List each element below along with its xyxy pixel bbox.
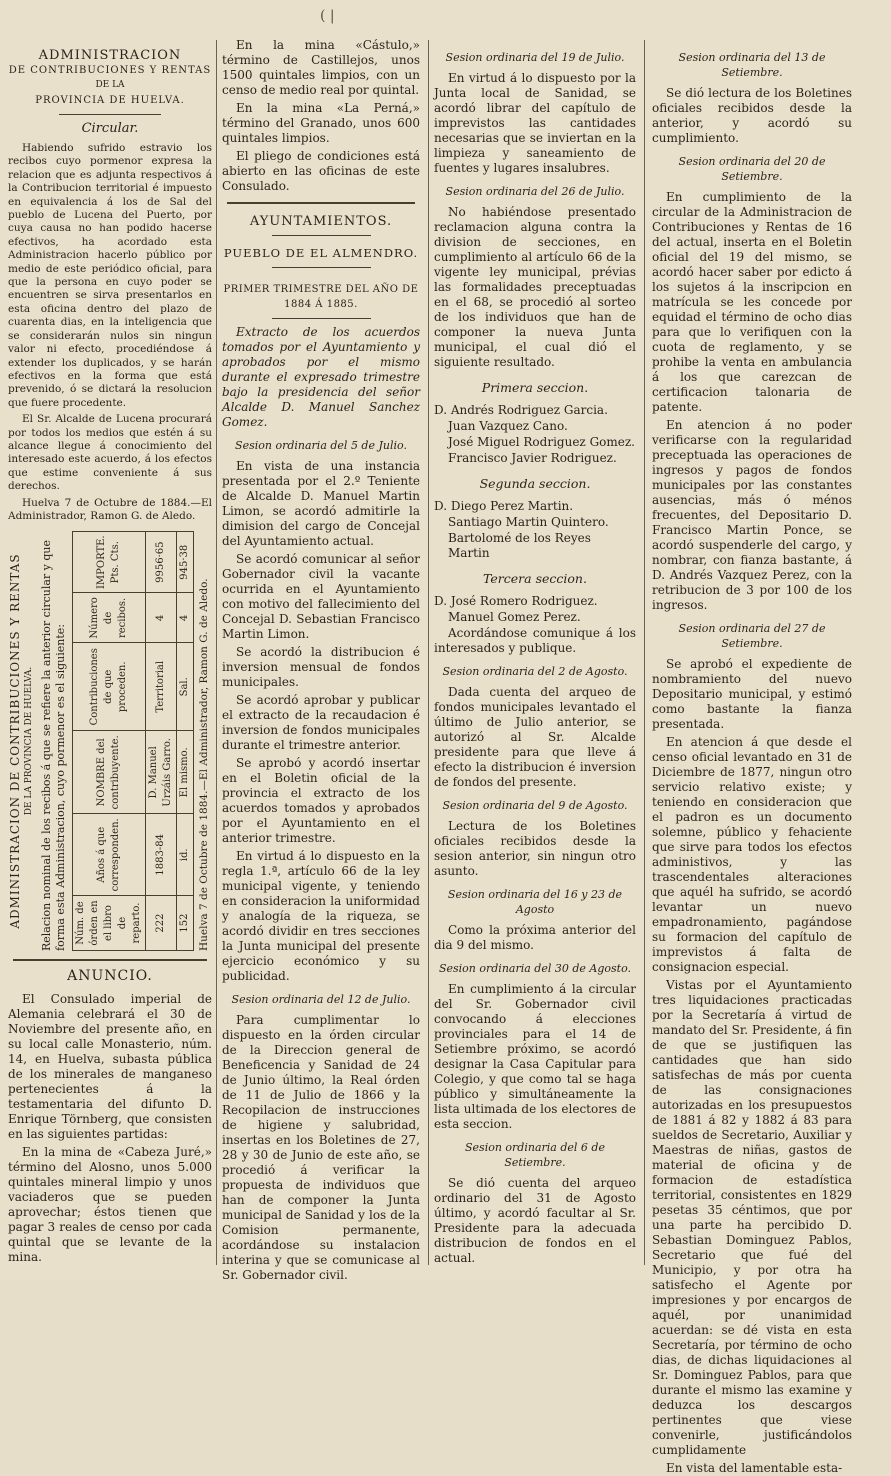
column-4	[652, 38, 852, 1475]
names-list	[434, 594, 636, 625]
paragraph: Para cumplimentar lo dispuesto en la órden circular de la Direccion general de Beneficencia y Sanidad de 24 de Junio último, la Real órden de 11 de Julio de 1866 y la Recopilacion de instrucciones de higiene y salubridad, insertas en los Boletines de 27, 28 y 30 de Junio de este año, se procedió á verificar la propuesta de individuos que han de componer la Junta municipal de Sanidad y los de la Comision permanente, acordándose su instalacion interina y que se comunicase al Sr. Gobernador civil.	[222, 1013, 420, 1282]
sesion-heading: Sesion ordinaria del 26 de Julio.	[445, 185, 625, 198]
table-cell: id.	[177, 814, 194, 896]
column-3	[434, 38, 636, 1273]
paragraph: Se aprobó y acordó insertar en el Boletin oficial de la provincia el extracto de los acuerdos tomados y aprobados por el Ayuntamiento en el anterior trimestre.	[222, 756, 420, 845]
sesion-heading: Sesion ordinaria del 16 y 23 de Agosto	[447, 888, 623, 916]
list-item: D. Diego Perez Martin.	[434, 499, 574, 513]
list-item: Juan Vazquez Cano.	[448, 419, 568, 433]
list-item: Francisco Javier Rodriguez.	[448, 451, 617, 465]
mine-perna: En la mina «La Perná,» término del Granado, unos 600 quintales limpios.	[222, 101, 420, 145]
circular-body-2: El Sr. Alcalde de Lucena procurará por todos los medios que estén á su alcance llegue á conocimiento del interesado este acuerdo, á los efectos que estime conveniente á sus derechos.	[8, 413, 212, 493]
table-intro: Relacion nominal de los recibos á que se refiere la anterior circular y que forma esta Administracion, cuyo pormenor es el siguiente:	[40, 540, 67, 952]
anuncio-body-2: En la mina de «Cabeza Juré,» término del Alosno, unos 5.000 quintales mineral limpio y unos vaciaderos que se pueden aprovechar; éstos tienen que pagar 3 reales de censo por cada quintal que se levante de la mina.	[8, 1145, 212, 1265]
list-item: D. Andrés Rodriguez Garcia.	[434, 403, 608, 417]
paragraph: Se dió cuenta del arqueo ordinario del 31 de Agosto último, y acordó facultar al Sr. Presidente para la adecuada distribucion de fondos en el actual.	[434, 1176, 636, 1265]
admin-subtitle: DE CONTRIBUCIONES Y RENTAS	[8, 65, 212, 76]
sesion-heading: Sesion ordinaria del 9 de Agosto.	[442, 799, 628, 812]
sesion-heading: Sesion ordinaria del 30 de Agosto.	[438, 962, 632, 975]
mine-castulo: En la mina «Cástulo,» término de Castillejos, unos 1500 quintales limpios, con un censo de medio real por quintal.	[222, 38, 420, 97]
table-header: Núm. de órden en el libro de reparto.	[73, 896, 146, 951]
extracto: Extracto de los acuerdos tomados por el Ayuntamiento y aprobados por el mismo durante el expresado trimestre bajo la presidencia del señor Alcalde D. Manuel Sanchez Gomez.	[222, 325, 420, 429]
circular-title: Circular.	[81, 121, 139, 136]
paragraph: Como la próxima anterior del dia 9 del mismo.	[434, 923, 636, 952]
table-cell: 4	[146, 593, 177, 643]
sesion-heading: Sesion ordinaria del 6 de Setiembre.	[465, 1141, 605, 1169]
column-divider	[428, 40, 429, 1265]
table-row	[146, 532, 177, 951]
table-row	[177, 532, 194, 951]
pliego: El pliego de condiciones está abierto en las oficinas de este Consulado.	[222, 149, 420, 193]
section-title: Tercera seccion.	[483, 571, 587, 586]
table-cell: 222	[146, 896, 177, 951]
anuncio-body: El Consulado imperial de Alemania celebrará el 30 de Noviembre del presente año, en su local calle Monasterio, núm. 14, en Huelva, subasta pública de los minerales de manganeso pertenecientes á la testamentaria del difunto D. Enrique Törnberg, que consisten en las siguientes partidas:	[8, 992, 212, 1142]
paragraph: En vista del lamentable esta-	[666, 1461, 843, 1475]
paragraph: Se acordó aprobar y publicar el extracto de la recaudacion é inversion de fondos municipales durante el trimestre anterior.	[222, 693, 420, 752]
table-header: Contribuciones de que proceden.	[73, 643, 146, 731]
section-title: Primera seccion.	[481, 380, 589, 395]
table-title: ADMINISTRACION DE CONTRIBUCIONES Y RENTAS	[8, 553, 22, 930]
paragraph: Lectura de los Boletines oficiales recibidos desde la sesion anterior, sin ningun otro asunto.	[434, 819, 636, 878]
table-cell: 945·38	[177, 532, 194, 593]
table-cell: 4	[177, 593, 194, 643]
paragraph: No habiéndose presentado reclamacion alguna contra la division de secciones, en cumplimiento al artículo 66 de la vigente ley municipal, prévias las formalidades preceptuadas en el 68, se procedió al sorteo de los individuos que han de componer la nueva Junta municipal, el cual dió el siguiente resultado.	[434, 205, 636, 369]
table-cell: 9956·65	[146, 532, 177, 593]
list-item: José Miguel Rodriguez Gomez.	[448, 435, 635, 449]
paragraph: En atencion á no poder verificarse con la regularidad preceptuada las operaciones de ingresos y pagos de fondos municipales por las constantes ausencias, más ó ménos frecuentes, del Depositario D. Francisco Martin Ponce, se acordó suspenderle del cargo, y nombrar, con fianza bastante, á D. Andrés Vazquez Perez, con la retribucion de 3 por 100 de los ingresos.	[652, 418, 852, 612]
names-list	[434, 403, 636, 466]
page-mark: ( |	[320, 8, 335, 24]
admin-title: ADMINISTRACION	[38, 48, 182, 63]
table-header: NOMBRE del contribuyente.	[73, 731, 146, 814]
paragraph: En cumplimiento á la circular del Sr. Gobernador civil convocando á elecciones provinciales para el 14 de Setiembre próximo, se acordó designar la Casa Capitular para Colegio, y que como tal se haga público y simultáneamente la lista ultimada de los electores de esta seccion.	[434, 982, 636, 1131]
paragraph: Se acordó comunicar al señor Gobernador civil la vacante ocurrida en el Ayuntamiento con motivo del fallecimiento del Concejal D. Sebastian Francisco Martin Limon.	[222, 552, 420, 641]
column-2	[222, 38, 420, 1282]
column-divider	[216, 40, 217, 1265]
circular-signature: Huelva 7 de Octubre de 1884.—El Administrador, Ramon G. de Aledo.	[8, 496, 212, 522]
paragraph: En virtud á lo dispuesto en la regla 1.ª, artículo 66 de la ley municipal vigente, y teniendo en consideracion la uniformidad y analogía de la riqueza, se acordó dividir en tres secciones la Junta municipal del presente ejercicio económico y su publicidad.	[222, 849, 420, 983]
sesion-heading: Sesion ordinaria del 13 de Setiembre.	[678, 51, 826, 79]
table-cell: El mismo.	[177, 731, 194, 814]
list-item: D. José Romero Rodriguez.	[434, 594, 598, 608]
admin-de-la: DE LA	[95, 80, 125, 90]
table-cell: Sal.	[177, 643, 194, 731]
rotated-table	[8, 531, 212, 951]
table-cell: Territorial	[146, 643, 177, 731]
sesion-heading: Sesion ordinaria del 5 de Julio.	[235, 439, 407, 452]
paragraph: Acordándose comunique á los interesados y publique.	[434, 626, 636, 655]
paragraph: Dada cuenta del arqueo de fondos municipales levantado el último de Julio anterior, se autorizó al Sr. Alcalde presidente para que lleve á efecto la distribucion é inversion de fondos del presente.	[434, 685, 636, 789]
paragraph: Vistas por el Ayuntamiento tres liquidaciones practicadas por la Secretaría á virtud de mandato del Sr. Presidente, á fin de que se justifiquen las cantidades que han sido satisfechas de más por cuenta de las consignaciones autorizadas en los presupuestos de 1881 á 82 y 1882 á 83 para sueldos de Secretario, Auxiliar y Maestras de niñas, gastos de material de oficina y de formacion de estadística territorial, consistentes en 1829 pesetas 35 céntimos, que por una parte ha percibido D. Sebastian Dominguez Pablos, Secretario que fué del Municipio, y por otra ha satisfecho el Agente por impresiones y por encargos de aquél, por unanimidad acuerdan: se dé vista en esta Secretaría, por término de ocho dias, de dichas liquidaciones al Sr. Dominguez Pablos, para que durante el mismo las examine y deduzca los descargos pertinentes que viese convenirle, justificándolos cumplidamente	[652, 978, 852, 1457]
sesion-heading: Sesion ordinaria del 2 de Agosto.	[442, 665, 628, 678]
list-item: Manuel Gomez Perez.	[448, 610, 581, 624]
pueblo-heading: PUEBLO DE EL ALMENDRO.	[223, 246, 419, 260]
paragraph: En atencion á que desde el censo oficial levantado en 31 de Diciembre de 1877, ningun otro servicio relativo existe; y teniendo en consideracion que el padron es un documento solemne, público y fehaciente que sirve para todos los efectos administivos, y las trascendentales alteraciones que aquél ha sufrido, se acordó levantar un nuevo empadronamiento, pagándose su formacion del capítulo de imprevistos á falta de consignacion especial.	[652, 735, 852, 974]
list-item: Santiago Martin Quintero.	[448, 515, 609, 529]
sesion-heading: Sesion ordinaria del 12 de Julio.	[231, 993, 411, 1006]
table-subtitle: DE LA PROVINCIA DE HUELVA.	[24, 667, 34, 816]
column-1	[8, 38, 212, 1273]
column-divider	[644, 40, 645, 1265]
paragraph: En cumplimiento de la circular de la Administracion de Contribuciones y Rentas de 16 del actual, inserta en el Boletin oficial del 19 del mismo, se acordó hacer saber por edicto á los sujetos á la inscripcion en matrícula se les concede por equidad el término de ocho dias para que lo verifiquen con la cuota de reglamento, y se prohibe la venta en ambulancia á los que carezcan de certificacion talonaria de patente.	[652, 190, 852, 414]
circular-body: Habiendo sufrido estravio los recibos cuyo pormenor expresa la relacion que es adjunta respectivos á la Contribucion territorial é impuesto en equivalencia á los de Sal del pueblo de Lucena del Puerto, por cuya causa no han podido hacerse efectivos, ha acordado esta Administracion hacerlo público por medio de este periódico oficial, para que la persona en cuyo poder se encuentren se sirva presentarlos en esta oficina dentro del plazo de cuarenta dias, en la inteligencia que se considerarán nulos sin ningun valor ni efecto, procediéndose á extender los duplicados, y se harán efectivos en la forma que está prevenido, ó se dictará la resolucion que fuere procedente.	[8, 142, 212, 409]
paragraph: Se dió lectura de los Boletines oficiales recibidos desde la anterior, y acordó su cumplimiento.	[652, 86, 852, 145]
sesion-heading: Sesion ordinaria del 20 de Setiembre.	[678, 155, 826, 183]
receipts-table-block	[8, 531, 212, 951]
table-footer: Huelva 7 de Octubre de 1884.—El Administrador, Ramon G. de Aledo.	[198, 578, 210, 952]
receipts-table	[72, 531, 194, 951]
anuncio-title: ANUNCIO.	[67, 968, 153, 985]
section-title: Segunda seccion.	[479, 476, 591, 491]
paragraph: Se acordó la distribucion é inversion mensual de fondos municipales.	[222, 645, 420, 689]
admin-province: PROVINCIA DE HUELVA.	[35, 95, 185, 106]
sesion-heading: Sesion ordinaria del 19 de Julio.	[445, 51, 625, 64]
table-header: IMPORTE. Pts. Cts.	[73, 532, 146, 593]
paragraph: Se aprobó el expediente de nombramiento del nuevo Depositario municipal, y estimó como bastante la fianza presentada.	[652, 657, 852, 731]
table-cell: 152	[177, 896, 194, 951]
names-list	[434, 499, 636, 561]
sesion-heading: Sesion ordinaria del 27 de Setiembre.	[678, 622, 826, 650]
list-item: Bartolomé de los Reyes Martin	[448, 531, 591, 560]
paragraph: En vista de una instancia presentada por el 2.º Teniente de Alcalde D. Manuel Martin Limon, se acordó admitirle la dimision del cargo de Concejal del Ayuntamiento actual.	[222, 459, 420, 548]
table-header: Número de recibos.	[73, 593, 146, 643]
paragraph: En virtud á lo dispuesto por la Junta local de Sanidad, se acordó librar del capítulo de imprevistos las cantidades necesarias que se inviertan en la limpieza y saneamiento de fuentes y lugares insalubres.	[434, 71, 636, 175]
ayuntamientos-heading: AYUNTAMIENTOS.	[249, 214, 393, 229]
trimestre-heading: PRIMER TRIMESTRE DEL AÑO DE 1884 Á 1885.	[223, 284, 419, 310]
table-cell: D. Manuel Urzáis Garro.	[146, 731, 177, 814]
table-cell: 1883-84	[146, 814, 177, 896]
table-header: Años á que corresponden.	[73, 814, 146, 896]
